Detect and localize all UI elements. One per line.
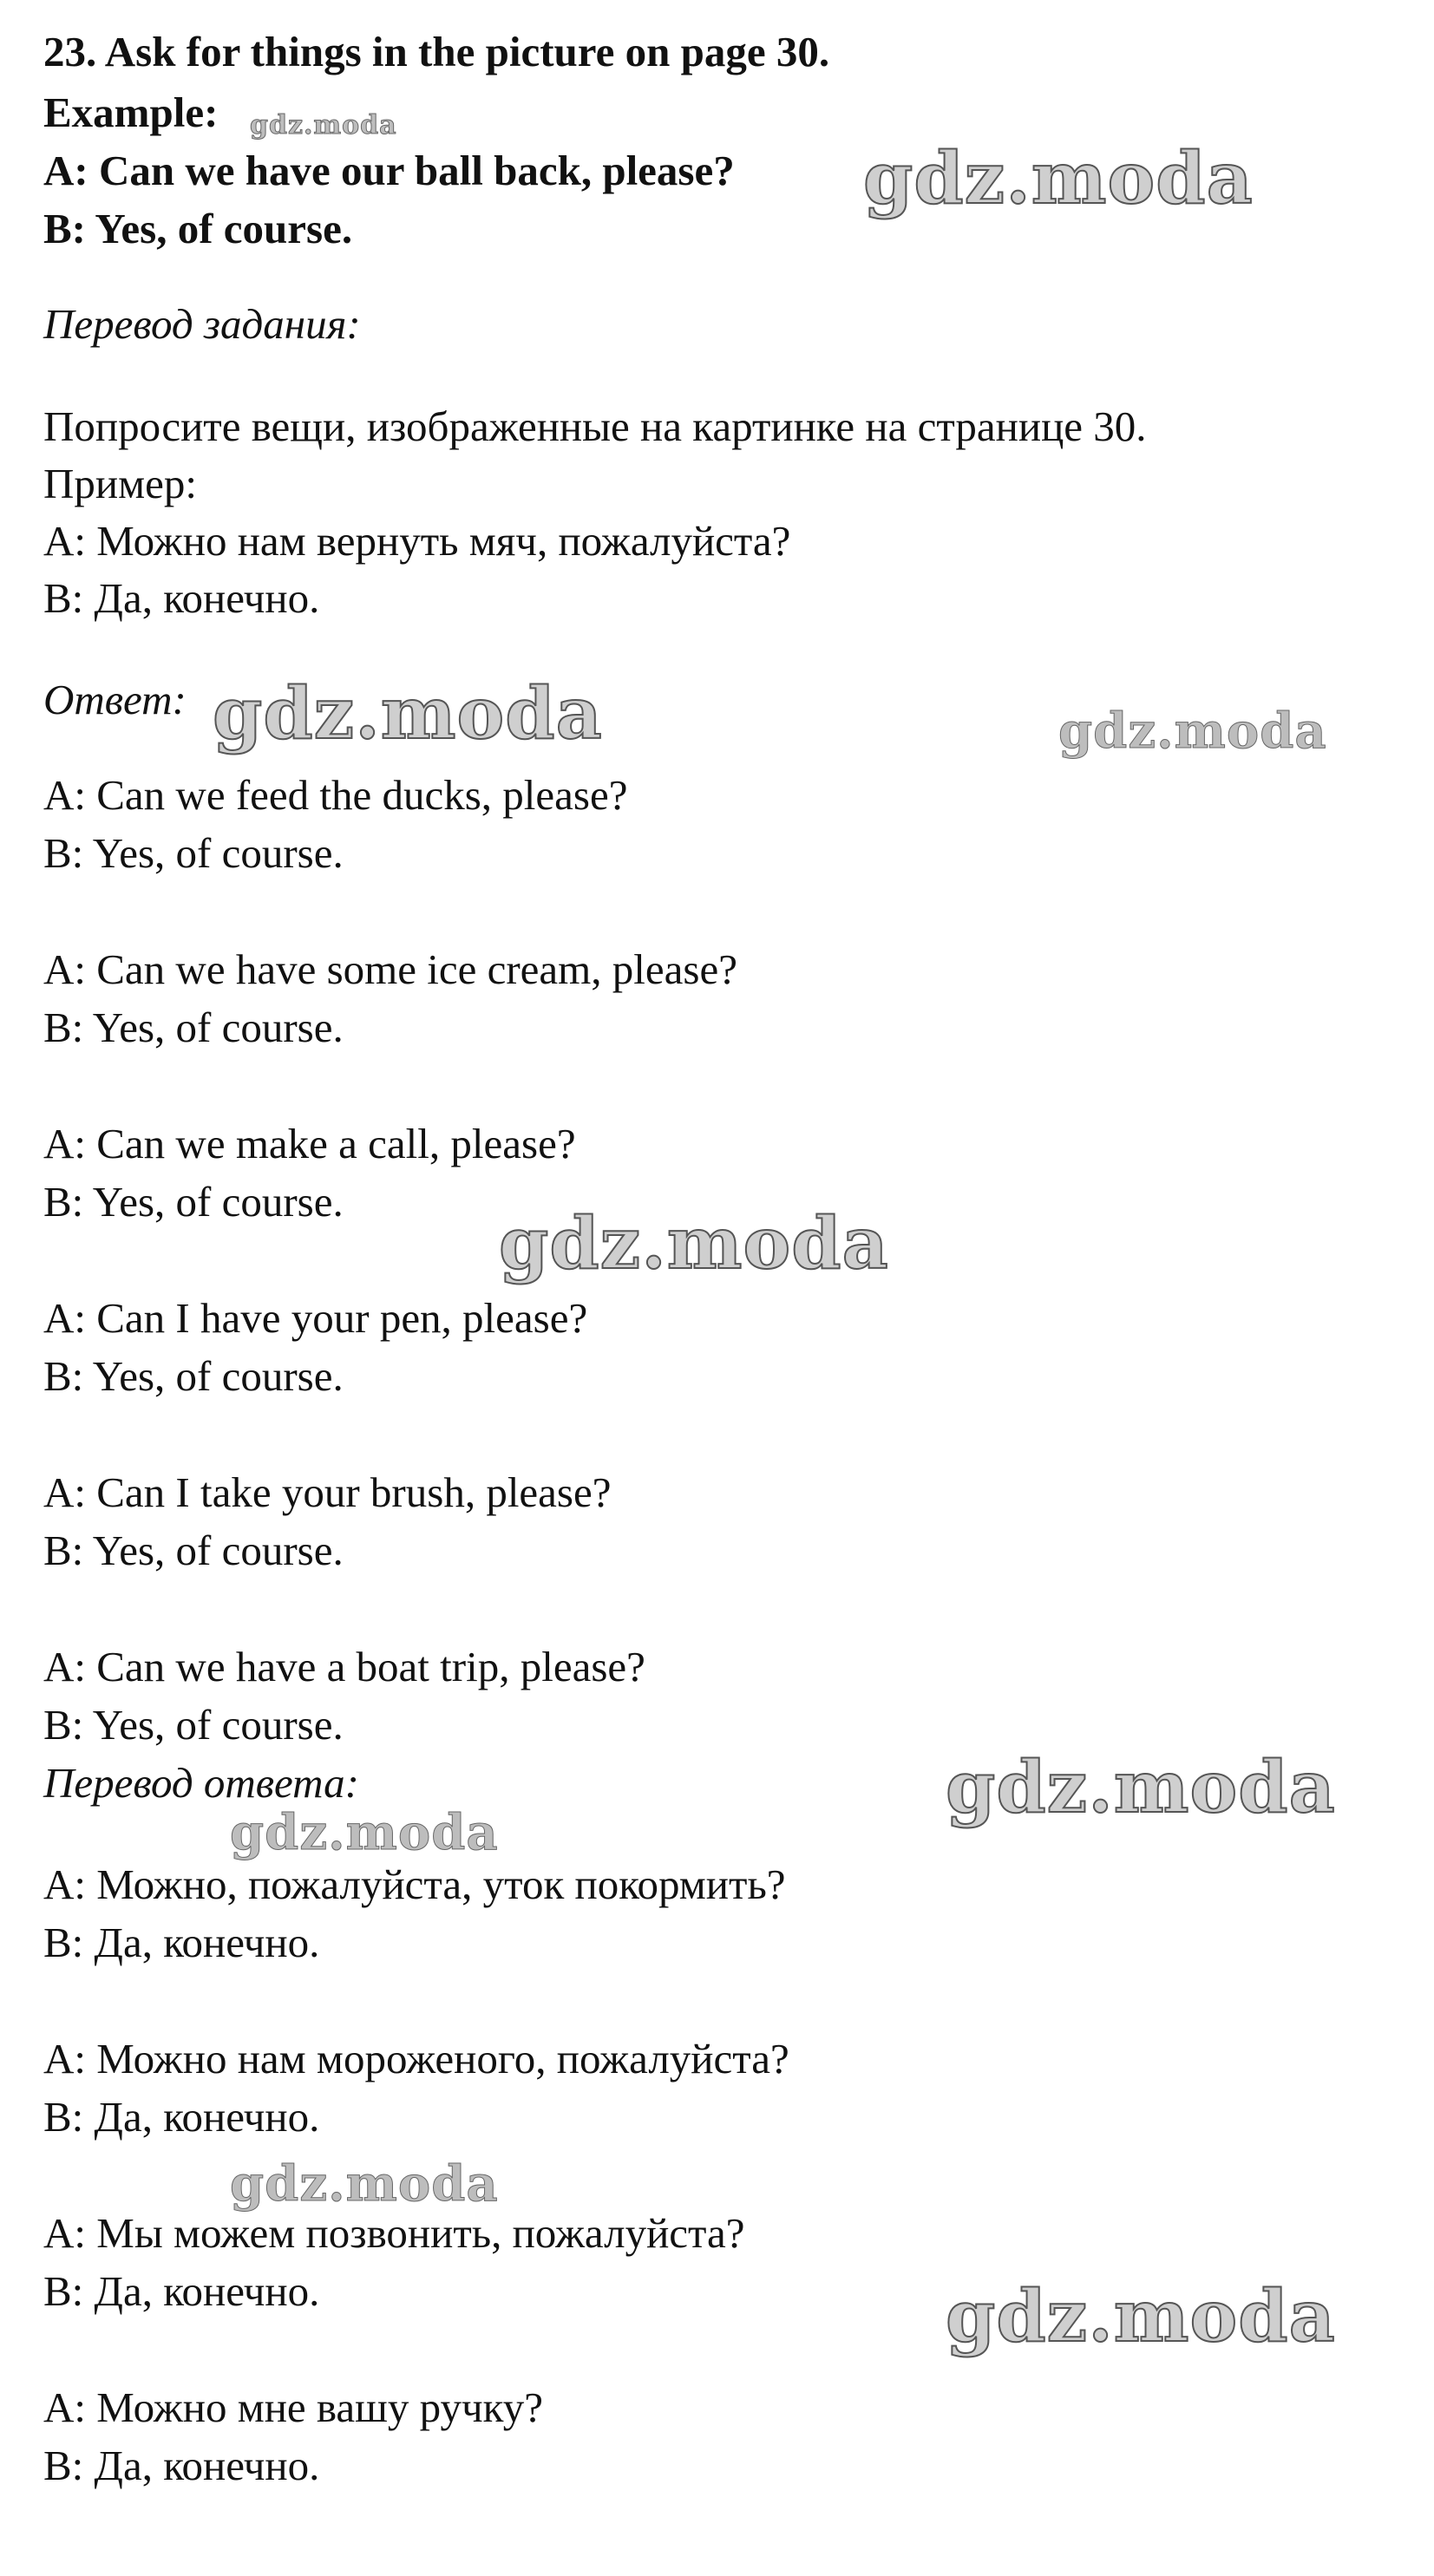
task-translation-line: B: Да, конечно. [43,574,320,622]
answer-translation-line-a: A: Можно мне вашу ручку? [43,2383,544,2431]
answer-line-b: B: Yes, of course. [43,1527,344,1574]
answer-translation-line-a: A: Мы можем позвонить, пожалуйста? [43,2209,745,2257]
watermark-logo: gdz.moda [250,110,397,141]
answer-translation-label: Перевод ответа: [43,1759,359,1807]
example-line-b: B: Yes, of course. [43,205,353,252]
watermark-logo: gdz.moda [1058,703,1327,760]
example-line-a: A: Can we have our ball back, please? [43,147,735,194]
answer-line-a: A: Can we make a call, please? [43,1120,576,1167]
example-label: Example: [43,88,219,136]
watermark-logo: gdz.moda [230,2155,499,2213]
answer-translation-line-a: A: Можно, пожалуйста, уток покормить? [43,1860,786,1908]
answer-line-b: B: Yes, of course. [43,1352,344,1400]
watermark-logo: gdz.moda [499,1202,889,1285]
answer-line-a: A: Can I take your brush, please? [43,1468,612,1516]
task-translation-label: Перевод задания: [43,300,361,348]
watermark-logo: gdz.moda [946,2275,1336,2358]
answer-line-b: B: Yes, of course. [43,829,344,877]
answer-line-a: A: Can I have your pen, please? [43,1294,588,1342]
watermark-logo: gdz.moda [230,1804,499,1861]
answer-translation-line-a: A: Можно нам мороженого, пожалуйста? [43,2035,789,2082]
answer-line-b: B: Yes, of course. [43,1701,344,1749]
task-translation-line: Попросите вещи, изображенные на картинке на странице 30. [43,402,1147,450]
task-translation-line: Пример: [43,460,197,507]
answer-line-a: A: Can we have some ice cream, please? [43,945,737,993]
answer-translation-line-b: B: Да, конечно. [43,1919,320,1966]
task-translation-line: A: Можно нам вернуть мяч, пожалуйста? [43,517,791,565]
answer-translation-line-b: B: Да, конечно. [43,2093,320,2141]
answer-line-a: A: Can we feed the ducks, please? [43,771,628,819]
watermark-logo: gdz.moda [213,672,603,755]
answer-label: Ответ: [43,676,187,723]
watermark-logo: gdz.moda [863,137,1254,220]
answer-translation-line-b: B: Да, конечно. [43,2267,320,2315]
answer-line-b: B: Yes, of course. [43,1178,344,1226]
watermark-logo: gdz.moda [946,1746,1336,1829]
task-heading: 23. Ask for things in the picture on page 30. [43,28,830,75]
answer-translation-line-b: B: Да, конечно. [43,2442,320,2489]
answer-line-a: A: Can we have a boat trip, please? [43,1643,645,1690]
answer-line-b: B: Yes, of course. [43,1004,344,1051]
